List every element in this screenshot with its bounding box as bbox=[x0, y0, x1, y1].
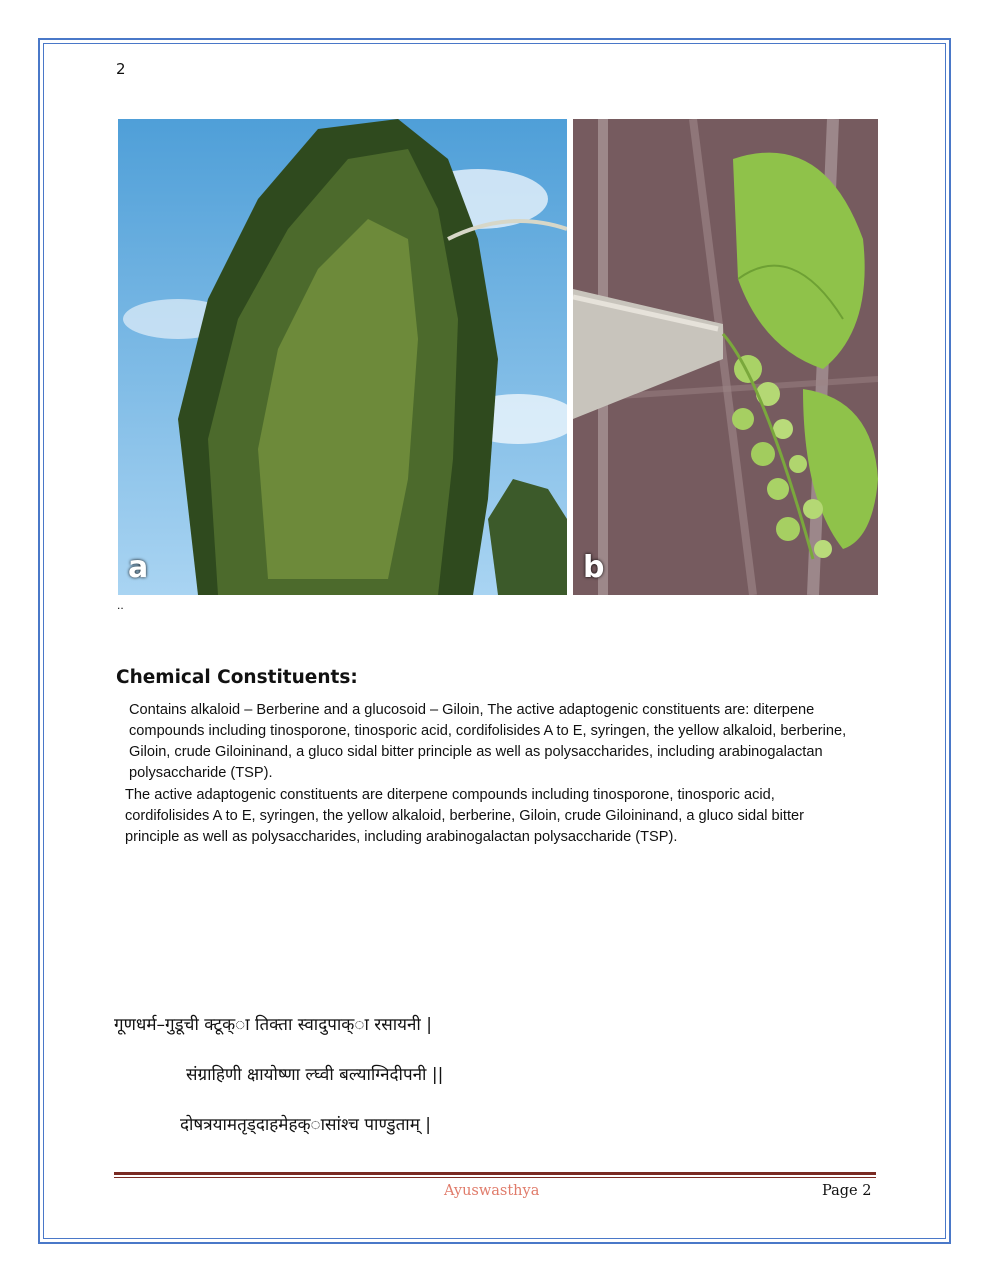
footer-rule bbox=[114, 1172, 876, 1175]
paragraph-1 bbox=[116, 700, 856, 784]
verse-line-2: संग्राहिणी क्षायोष्णा ल्घ्वी बल्याग्निदीपनी || bbox=[186, 1065, 444, 1085]
flower-photo bbox=[573, 119, 878, 595]
verse-line-3: दोषत्रयामतृड्दाहमेहक्ासांश्च पाण्डुताम् | bbox=[180, 1115, 431, 1135]
footer-page-number: Page 2 bbox=[822, 1183, 872, 1199]
header-page-number: 2 bbox=[116, 60, 126, 78]
paragraph-text: Contains alkaloid – Berberine and a glucosoid – Giloin, The active adaptogenic constituents are: diterpene compounds including tinosporone, tinosporic acid, cordifolisides A to E, syringen, the yellow alkaloid, berberine, Giloin, crude Giloininand, a gluco sidal bitter principle as well as polysaccharides, including arabinogalactan polysaccharide (TSP). bbox=[129, 702, 847, 781]
footer-brand: Ayuswasthya bbox=[444, 1183, 540, 1199]
footer-rule-thin bbox=[114, 1177, 876, 1178]
paragraph-2 bbox=[116, 785, 856, 848]
vine-photo bbox=[118, 119, 567, 595]
panel-label-b: b bbox=[583, 550, 605, 585]
verse-line-1: गूणधर्म–गुडूची क्टूक्ा तिक्ता स्वादुपाक्ा रसायनी | bbox=[114, 1015, 432, 1035]
plant-figure bbox=[118, 119, 878, 595]
figure-panel-a bbox=[118, 119, 567, 595]
paragraph-text: The active adaptogenic constituents are diterpene compounds including tinosporone, tinosporic acid, cordifolisides A to E, syringen, the yellow alkaloid, berberine, Giloin, crude Giloininand, a gluco sidal bitter principle as well as polysaccharides, including arabinogalactan polysaccharide (TSP). bbox=[125, 787, 804, 845]
figure-caption: .. bbox=[117, 598, 124, 612]
panel-label-a: a bbox=[128, 550, 149, 585]
section-heading: Chemical Constituents: bbox=[116, 667, 358, 688]
figure-panel-b bbox=[573, 119, 878, 595]
